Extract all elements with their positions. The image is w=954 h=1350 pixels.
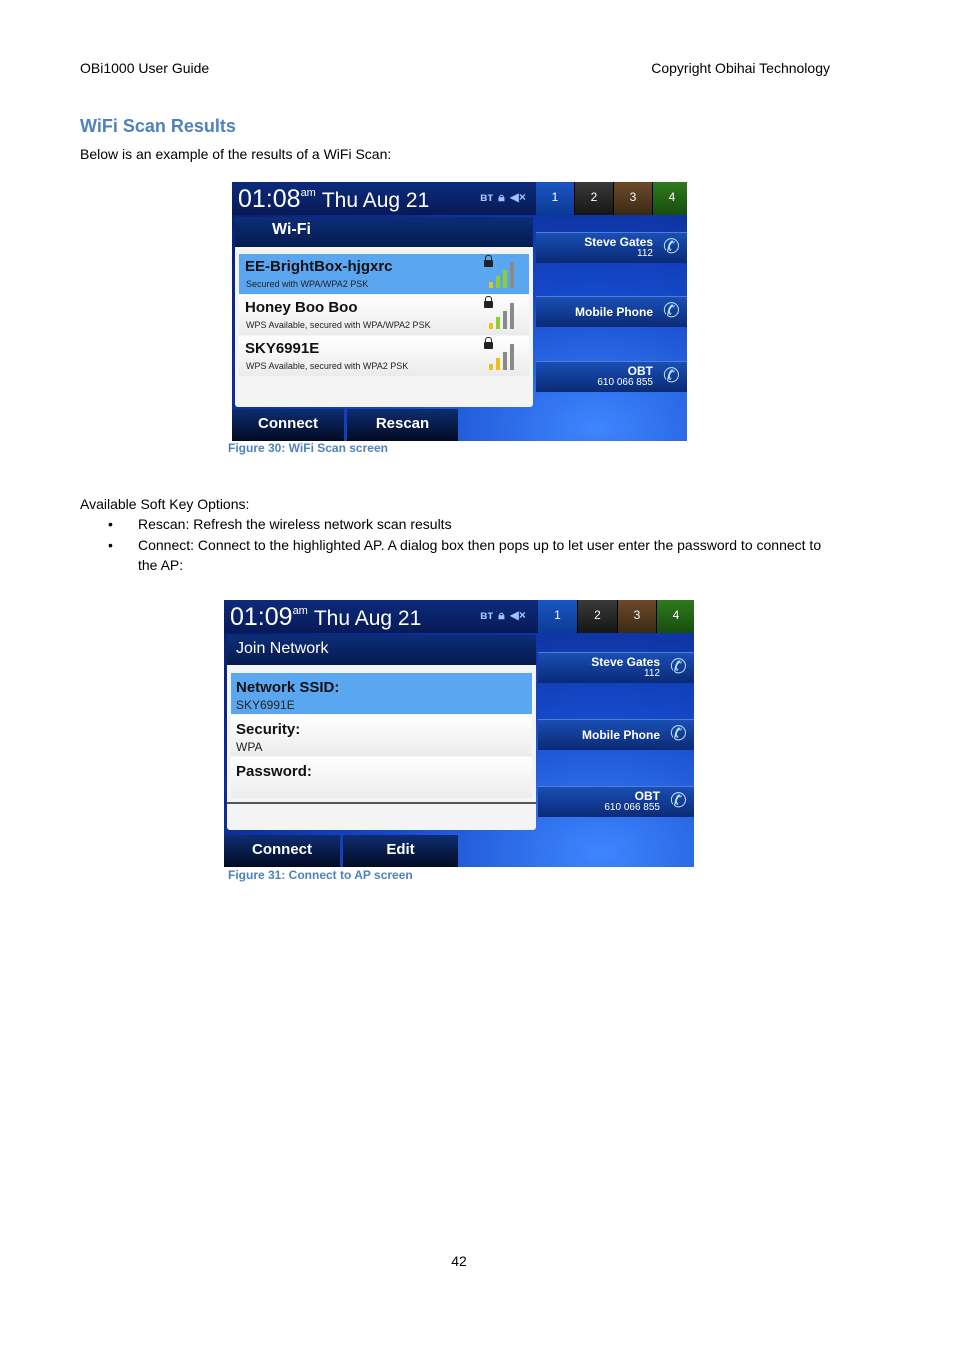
clock-time: 01:09 (230, 603, 293, 631)
line-button-mobile-phone[interactable] (536, 296, 687, 327)
line-button-steve-gates[interactable] (536, 232, 687, 263)
mute-icon: ◀× (509, 190, 526, 204)
clock (238, 185, 429, 214)
doc-header-copyright: Copyright Obihai Technology (651, 60, 830, 76)
line-name: Steve Gates (584, 235, 653, 249)
line-tabs (536, 182, 687, 215)
wifi-scan-screen (232, 182, 687, 441)
figure-caption: Figure 30: WiFi Scan screen (228, 441, 388, 455)
phone-icon: ✆ (663, 300, 680, 322)
clock-ampm: am (292, 605, 308, 617)
tab-2[interactable]: 2 (575, 182, 614, 215)
line-number: 112 (644, 668, 660, 679)
network-row[interactable] (239, 254, 529, 294)
signal-icon (489, 344, 519, 370)
clock-date: Thu Aug 21 (321, 189, 430, 212)
rescan-softkey[interactable]: Rescan (347, 409, 458, 441)
signal-icon (489, 303, 519, 329)
section-title: WiFi Scan Results (80, 116, 236, 136)
lock-icon: 🔒︎ (498, 608, 505, 622)
line-button-steve-gates[interactable] (538, 652, 694, 683)
clock-date: Thu Aug 21 (313, 607, 422, 630)
field-value: SKY6991E (236, 698, 295, 712)
tab-1[interactable]: 1 (536, 182, 575, 215)
join-network-panel (227, 635, 536, 830)
panel-title: Wi-Fi (235, 217, 533, 247)
line-name: Mobile Phone (575, 305, 653, 319)
line-button-mobile-phone[interactable] (538, 719, 694, 750)
list-item: • Connect: Connect to the highlighted AP. A dialog box then pops up to let user enter the password to connect to the AP: (108, 537, 822, 573)
status-icons (480, 190, 526, 205)
wifi-panel (235, 217, 533, 407)
connect-softkey[interactable]: Connect (224, 835, 340, 867)
phone-icon: ✆ (663, 365, 680, 387)
mute-icon: ◀× (509, 608, 526, 622)
phone-icon: ✆ (670, 790, 687, 812)
line-tabs (538, 600, 694, 633)
line-number: 610 066 855 (604, 802, 660, 813)
field-label: Network SSID: (236, 679, 340, 696)
tab-3[interactable]: 3 (618, 600, 657, 633)
network-row[interactable] (239, 336, 529, 376)
phone-icon: ✆ (670, 656, 687, 678)
clock-time: 01:08 (238, 185, 301, 213)
network-name: SKY6991E (245, 340, 320, 357)
bluetooth-icon: ʙᴛ (480, 608, 494, 622)
doc-header-title: OBi1000 User Guide (80, 60, 210, 76)
line-button-obt[interactable] (538, 786, 694, 817)
field-value: WPA (236, 740, 263, 754)
signal-icon (489, 262, 519, 288)
connect-softkey[interactable]: Connect (232, 409, 344, 441)
security-field[interactable] (231, 715, 532, 756)
tab-4[interactable]: 4 (653, 182, 687, 215)
lock-icon: 🔒︎ (498, 190, 505, 204)
line-name: Steve Gates (591, 655, 660, 669)
phone-icon: ✆ (670, 723, 687, 745)
field-label: Security: (236, 721, 301, 738)
status-bar (232, 182, 536, 215)
phone-icon: ✆ (663, 236, 680, 258)
network-security: Secured with WPA/WPA2 PSK (246, 279, 369, 289)
line-button-obt[interactable] (536, 361, 687, 392)
options-title: Available Soft Key Options: (80, 496, 250, 512)
tab-3[interactable]: 3 (614, 182, 653, 215)
tab-1[interactable]: 1 (538, 600, 578, 633)
line-number: 112 (637, 248, 653, 259)
list-item-text: Rescan: Refresh the wireless network scan results (138, 516, 452, 532)
bluetooth-icon: ʙᴛ (480, 190, 494, 204)
status-icons (480, 608, 526, 623)
network-security: WPS Available, secured with WPA/WPA2 PSK (246, 320, 431, 330)
status-bar (224, 600, 538, 633)
panel-title: Join Network (227, 635, 536, 665)
intro-paragraph: Below is an example of the results of a WiFi Scan: (80, 146, 392, 162)
tab-4[interactable]: 4 (657, 600, 694, 633)
options-list (80, 514, 840, 576)
line-number: 610 066 855 (597, 377, 653, 388)
list-item-text: Connect: Connect to the highlighted AP. A dialog box then pops up to let user enter the password to connect to the AP: (138, 537, 822, 573)
network-row[interactable] (239, 295, 529, 335)
line-name: OBT (627, 364, 653, 378)
line-name: Mobile Phone (582, 728, 660, 742)
line-name: OBT (634, 789, 660, 803)
panel-divider (227, 802, 536, 804)
network-security: WPS Available, secured with WPA2 PSK (246, 361, 409, 371)
clock-ampm: am (300, 187, 316, 199)
field-label: Password: (236, 763, 312, 780)
figure-caption: Figure 31: Connect to AP screen (228, 868, 413, 882)
password-field[interactable] (231, 757, 532, 798)
network-name: Honey Boo Boo (245, 299, 358, 316)
clock (230, 603, 421, 632)
join-network-screen (224, 600, 694, 867)
tab-2[interactable]: 2 (578, 600, 618, 633)
network-name: EE-BrightBox-hjgxrc (245, 258, 393, 275)
ssid-field[interactable] (231, 673, 532, 714)
page-number: 42 (451, 1253, 467, 1269)
list-item: • Rescan: Refresh the wireless network scan results (108, 516, 452, 532)
edit-softkey[interactable]: Edit (343, 835, 458, 867)
